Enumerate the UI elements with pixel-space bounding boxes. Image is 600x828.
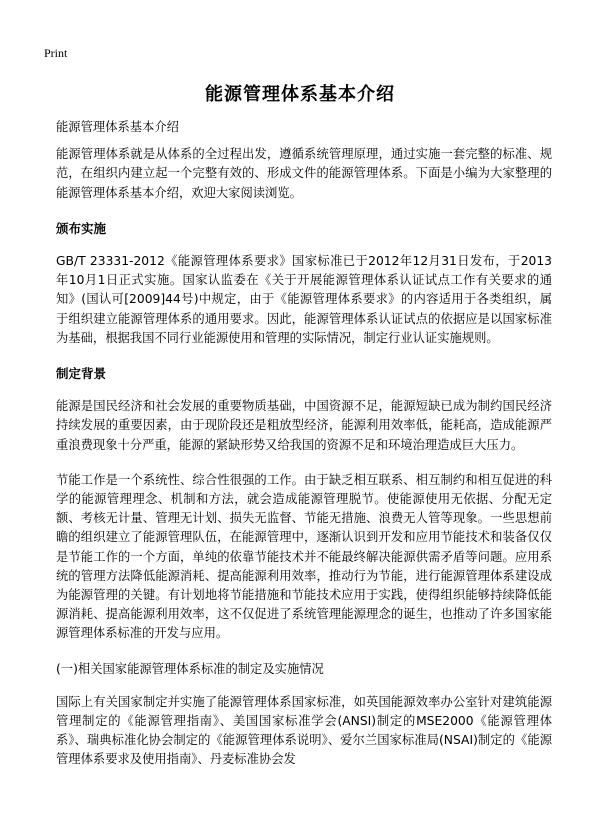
background-paragraph-1: 能源是国民经济和社会发展的重要物质基础，中国资源不足，能源短缺已成为制约国民经济持续发展的重要因素，由于现阶段还是粗放型经济，能源利用效率低，能耗高，造成能源严重浪费现象十分严重，能源的紧缺形势又给我国的资源不足和环境治理造成巨大压力。 (56, 399, 552, 452)
national-standards-paragraph: 国际上有关国家制定并实施了能源管理体系国家标准，如英国能源效率办公室针对建筑能源管理制定的《能源管理指南》、美国国家标准学会(ANSI)制定的MSE2000《能源管理体系》、瑞典标准化协会制定的《能源管理体系说明》、爱尔兰国家标准局(NSAI)制定的《能源管理体系要求及使用指南》、丹麦标准协会发 (56, 694, 552, 767)
section-heading-issuance: 颁布实施 (56, 220, 107, 236)
article-body (56, 118, 552, 786)
section-heading-national-standards: (一)相关国家能源管理体系标准的制定及实施情况 (56, 661, 324, 676)
section-heading-background: 制定背景 (56, 366, 107, 382)
article-subtitle: 能源管理体系基本介绍 (56, 120, 179, 134)
page-title: 能源管理体系基本介绍 (205, 84, 395, 105)
background-paragraph-2: 节能工作是一个系统性、综合性很强的工作。由于缺乏相互联系、相互制约和相互促进的科学的能源管理理念、机制和方法，就会造成能源管理脱节。使能源使用无依据、分配无定额、考核无计量、管理无计划、损失无监督、节能无措施、浪费无人管等现象。一些思想前瞻的组织建立了能源管理队伍，在能源管理中，逐渐认识到开发和应用节能技术和装备仅仅是节能工作的一个方面，单纯的依靠节能技术并不能最终解决能源供需矛盾等问题。应用系统的管理方法降低能源消耗、提高能源利用效率，推动行为节能，进行能源管理体系建设成为能源管理的关键。有计划地将节能措施和节能技术应用于实践，使得组织能够持续降低能源消耗、提高能源利用效率，这不仅促进了系统管理能源理念的诞生，也推动了许多国家能源管理体系标准的开发与应用。 (56, 472, 552, 641)
issuance-paragraph: GB/T 23331-2012《能源管理体系要求》国家标准已于2012年12月31日发布，于2013年10月1日正式实施。国家认监委在《关于开展能源管理体系认证试点工作有关要求的通知》(国认可[2009]44号)中规定，由于《能源管理体系要求》的内容适用于各类组织，属于组织建立能源管理体系的通用要求。因此，能源管理体系认证试点的依据应是以国家标准为基础，根据我国不同行业能源使用和管理的实际情况，制定行业认证实施规则。 (56, 254, 552, 345)
print-link[interactable]: Print (44, 46, 68, 60)
intro-paragraph: 能源管理体系就是从体系的全过程出发，遵循系统管理原理，通过实施一套完整的标准、规范，在组织内建立起一个完整有效的、形成文件的能源管理体系。下面是小编为大家整理的能源管理体系基本介绍，欢迎大家阅读浏览。 (56, 147, 552, 200)
